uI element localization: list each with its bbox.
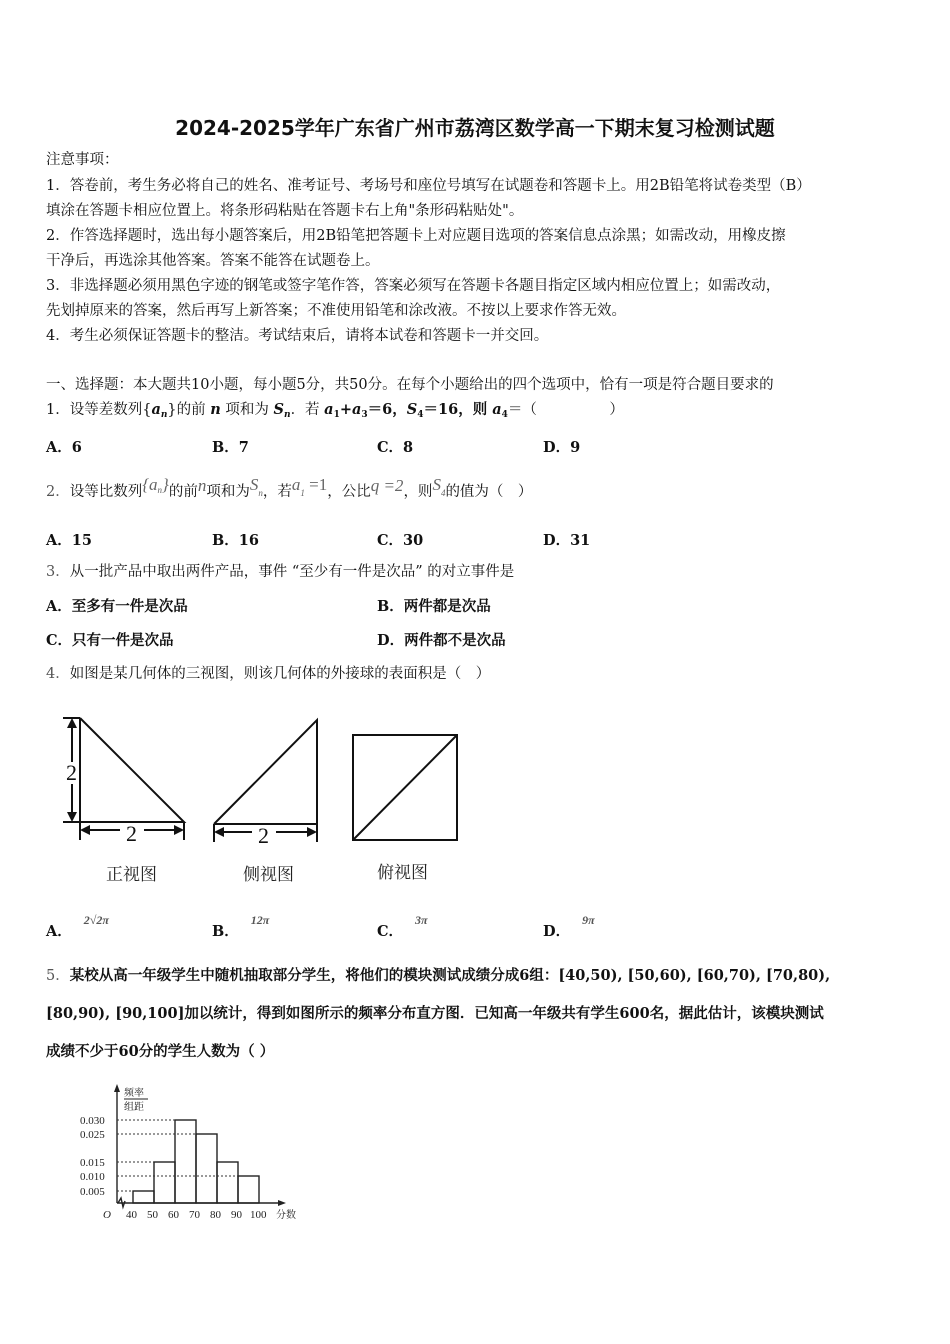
origin-label: O [103,1209,111,1221]
y-tick: 0.025 [80,1129,105,1141]
frequency-histogram [40,1070,320,1230]
x-axis-label: 分数 [276,1210,296,1221]
option-b: B．7 [212,439,249,456]
dim-label-front-width: 2 [126,821,137,846]
side-view-label: 侧视图 [243,865,294,885]
y-tick: 0.010 [80,1171,105,1183]
option-d: D．31 [543,532,591,549]
notice-line: 3．非选择题必须用黑色字迹的钢笔或签字笔作答，答案必须写在答题卡各题目指定区域内相应位置上；如需改动， [46,278,781,294]
question-4: 4．如图是某几何体的三视图，则该几何体的外接球的表面积是（ ） [46,666,491,682]
y-axis-label-bottom: 组距 [124,1102,144,1113]
dim-label-height: 2 [66,760,77,785]
y-tick: 0.030 [80,1115,105,1127]
option-c: C．$^{3\pi}$ [377,913,428,940]
question-5-line: 5．某校从高一年级学生中随机抽取部分学生，将他们的模块测试成绩分成6组：[40,50), [50,60), [60,70), [70,80), [46,967,831,984]
question-3: 3．从一批产品中取出两件产品，事件 “至少有一件是次品” 的对立事件是 [46,564,515,580]
y-tick: 0.005 [80,1186,105,1198]
x-tick: 60 [168,1209,179,1221]
option-c: C．只有一件是次品 [46,632,174,649]
option-a: A．15 [46,532,92,549]
x-tick: 100 [250,1209,267,1221]
notice-line: 1．答卷前，考生务必将自己的姓名、准考证号、考场号和座位号填写在试题卷和答题卡上。用2B铅笔将试卷类型（B） [46,178,811,194]
notice-line: 先划掉原来的答案，然后再写上新答案；不准使用铅笔和涂改液。不按以上要求作答无效。 [46,303,626,319]
option-d: D．$^{9\pi}$ [543,913,595,940]
x-tick: 90 [231,1209,242,1221]
option-a: A．6 [46,439,82,456]
option-a: A．至多有一件是次品 [46,598,188,615]
option-c: C．30 [377,532,424,549]
x-tick: 80 [210,1209,221,1221]
three-view-figure [40,700,490,900]
notice-line: 填涂在答题卡相应位置上。将条形码粘贴在答题卡右上角"条形码粘贴处"。 [46,203,524,219]
question-2: 2．设等比数列$\{a^n\}$的前n项和为Sn，若a1 =1，公比q =2，则S4的值为（ ） [46,475,533,500]
x-tick: 70 [189,1209,200,1221]
question-5-line: [80,90), [90,100]加以统计，得到如图所示的频率分布直方图．已知高一年级共有学生600名，据此估计，该模块测试 [46,1005,824,1022]
section-heading: 一、选择题：本大题共10小题，每小题5分，共50分。在每个小题给出的四个选项中，恰有一项是符合题目要求的 [46,377,774,393]
notice-line: 干净后，再选涂其他答案。答案不能答在试题卷上。 [46,253,380,269]
x-tick: 40 [126,1209,137,1221]
y-axis-label-top: 频率 [124,1088,144,1099]
notice-heading: 注意事项： [46,152,119,168]
option-c: C．8 [377,439,414,456]
option-b: B．两件都是次品 [377,598,491,615]
option-d: D．9 [543,439,581,456]
y-tick: 0.015 [80,1157,105,1169]
front-view-label: 正视图 [106,865,157,885]
top-view-label: 俯视图 [377,863,428,883]
option-a: A．$^{2√2\pi}$ [46,913,109,940]
notice-line: 4．考生必须保证答题卡的整洁。考试结束后，请将本试卷和答题卡一并交回。 [46,328,549,344]
x-tick: 50 [147,1209,158,1221]
question-5-line: 成绩不少于60分的学生人数为（ ） [46,1043,275,1060]
option-b: B．16 [212,532,259,549]
option-d: D．两件都不是次品 [377,632,506,649]
notice-line: 2．作答选择题时，选出每小题答案后，用2B铅笔把答题卡上对应题目选项的答案信息点涂黑；如需改动，用橡皮擦 [46,228,786,244]
option-b: B．$^{12\pi}$ [212,913,270,940]
dim-label-side-width: 2 [258,823,269,848]
page-title: 2024-2025学年广东省广州市荔湾区数学高一下期末复习检测试题 [175,116,775,140]
question-1: 1．设等差数列$\{a_n\}$的前 n 项和为 $S_n$．若 $a_1+a_3=6$，$S_4=16$，则 $a_4=$（ ） [46,401,624,420]
